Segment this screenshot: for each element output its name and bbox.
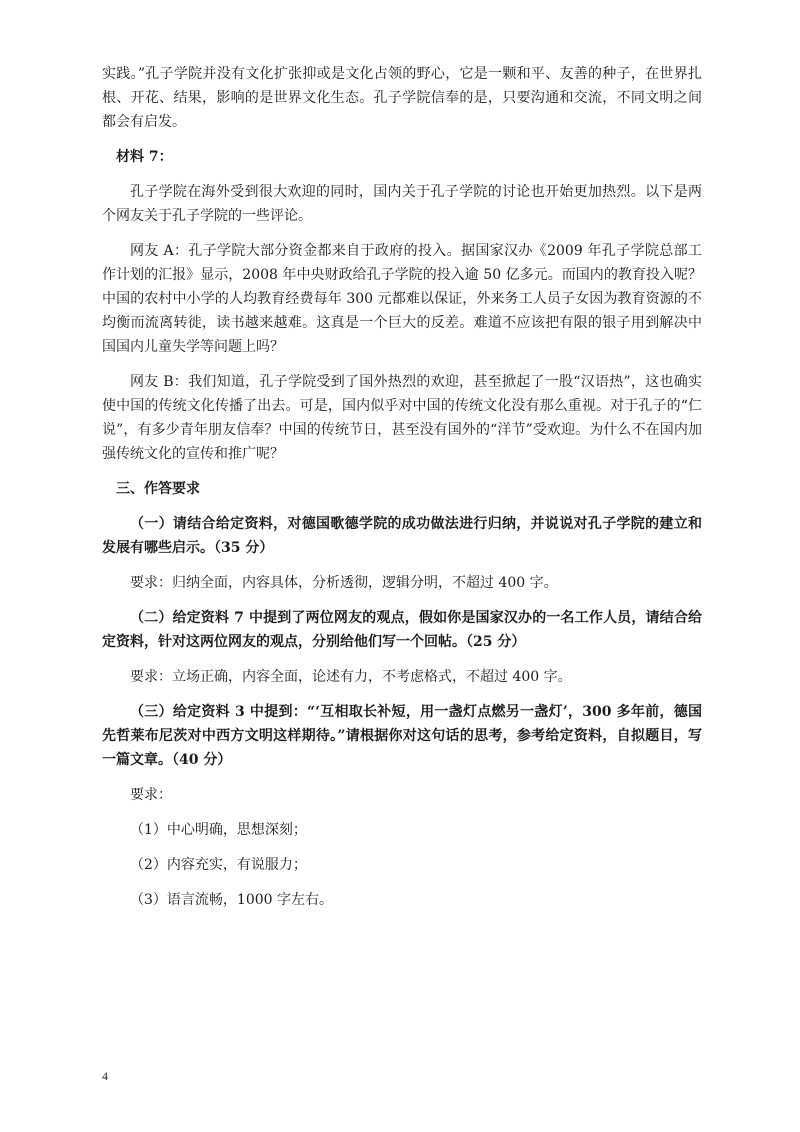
document-body (102, 62, 702, 923)
paragraph-material-7-intro: 孔子学院在海外受到很大欢迎的同时，国内关于孔子学院的讨论也开始更加热烈。以下是两个网友关于孔子学院的一些评论。 (102, 184, 702, 224)
material-7-heading: 材料 7： (116, 149, 173, 165)
page-number: 4 (102, 1069, 108, 1083)
question-1-requirements: 要求：归纳全面，内容具体，分析透彻，逻辑分明，不超过 400 字。 (130, 575, 558, 591)
paragraph-continuation: 实践。”孔子学院并没有文化扩张抑或是文化占领的野心，它是一颗和平、友善的种子，在世界扎根、开花、结果，影响的是世界文化生态。孔子学院信奉的是，只要沟通和交流，不同文明之间都会有启发。 (102, 66, 702, 130)
paragraph-netizen-b: 网友 B：我们知道，孔子学院受到了国外热烈的欢迎，甚至掀起了一股“汉语热”，这也确实使中国的传统文化传播了出去。可是，国内似乎对中国的传统文化没有那么重视。对于孔子的“仁说”，有多少青年朋友信奉？中国的传统节日，甚至没有国外的“洋节”受欢迎。为什么不在国内加强传统文化的宣传和推广呢？ (102, 374, 702, 462)
question-1: （一）请结合给定资料，对德国歌德学院的成功做法进行归纳，并说说对孔子学院的建立和发展有哪些启示。（35 分） (102, 516, 702, 556)
question-3-requirements-label: 要求： (130, 787, 172, 803)
requirement-item-3: （3）语言流畅，1000 字左右。 (130, 892, 333, 908)
requirement-item-2: （2）内容充实，有说服力； (130, 857, 307, 873)
question-2: （二）给定资料 7 中提到了两位网友的观点，假如你是国家汉办的一名工作人员，请结合给定资料，针对这两位网友的观点，分别给他们写一个回帖。（25 分） (102, 610, 702, 650)
section-heading-answer-requirements: 三、作答要求 (116, 481, 200, 497)
question-2-requirements: 要求：立场正确，内容全面，论述有力，不考虑格式，不超过 400 字。 (130, 669, 572, 685)
question-3: （三）给定资料 3 中提到：“‘互相取长补短，用一盏灯点燃另一盏灯’，300 多年前，德国先哲莱布尼茨对中西方文明这样期待。”请根据你对这句话的思考，参考给定资料，自拟题目，写一篇文章。（40 分） (102, 704, 702, 768)
paragraph-netizen-a: 网友 A：孔子学院大部分资金都来自于政府的投入。据国家汉办《2009 年孔子学院总部工作计划的汇报》显示，2008 年中央财政给孔子学院的投入逾 50 亿多元。而国内的教育投入呢？中国的农村中小学的人均教育经费每年 300 元都难以保证，外来务工人员子女因为教育资源的不均衡而流离转徙，读书越来越难。这真是一个巨大的反差。难道不应该把有限的银子用到解决中国国内儿童失学等问题上吗？ (102, 243, 702, 355)
requirement-item-1: （1）中心明确，思想深刻； (130, 822, 307, 838)
